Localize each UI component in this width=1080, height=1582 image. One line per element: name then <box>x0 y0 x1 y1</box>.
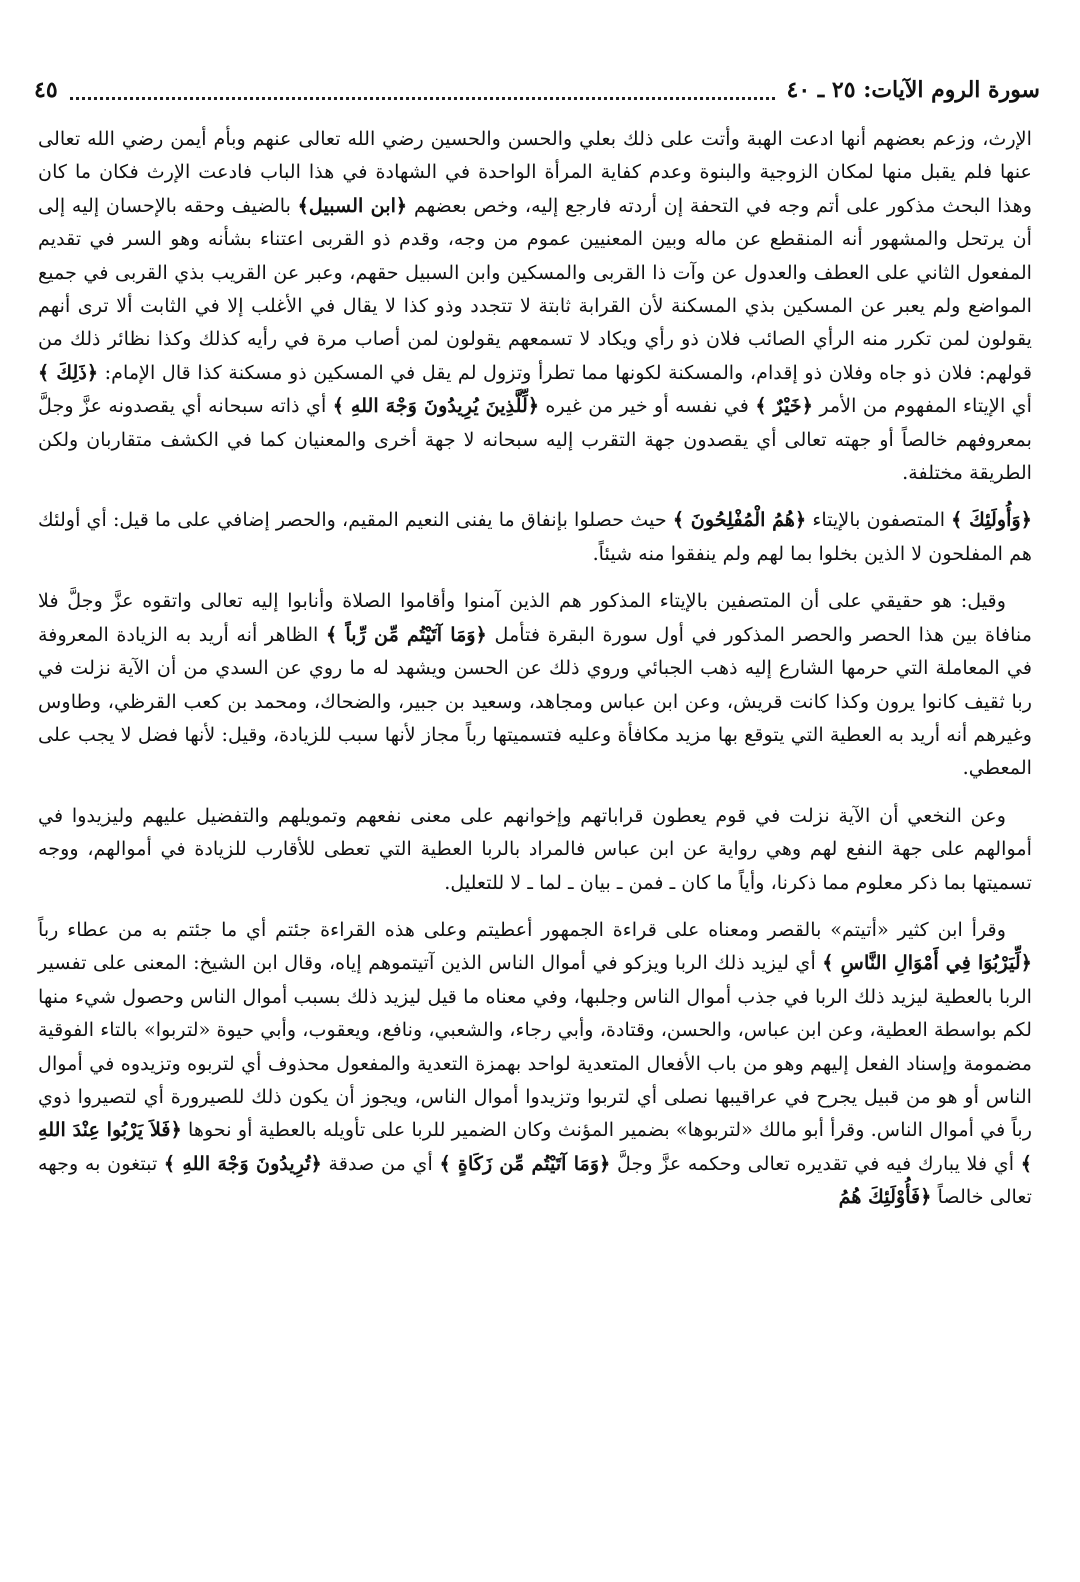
text-segment: وقيل: هو حقيقي على أن المتصفين بالإيتاء المذكور هم الذين آمنوا وأقاموا الصلاة وأنابوا إليه تعالى واتقوه عزَّ وجلَّ فلا منافاة بين هذا الحصر والحصر المذكور في أول سورة البقرة فتأمل <box>38 589 1032 646</box>
quran-quote: ﴿تُرِيدُونَ وَجْهَ اللهِ ﴾ <box>163 1151 322 1175</box>
quran-quote: ﴿هُمُ الْمُفْلِحُونَ ﴾ <box>672 508 807 532</box>
quran-quote: ﴿ابن السبيل﴾ <box>297 193 408 217</box>
quran-quote: ﴿ذَلِكَ ﴾ <box>38 360 99 384</box>
quran-quote: ﴿فَلاَ يَرْبُوا عِنْدَ اللهِ ﴾ <box>38 1118 1032 1175</box>
text-segment: أي ليزيد ذلك الربا ويزكو في أموال الناس الذين آتيتموهم إياه، وقال ابن الشيخ: المعنى على تفسير الربا بالعطية ليزيد ذلك الربا في جذب أموال الناس وجلبها، وفي معناه ما قيل ليزيد ذلك بسبب أموال الناس وحصول شيء منها لكم بواسطة العطية، وعن ابن عباس، والحسن، وقتادة، وأبي رجاء، والشعبي، ونافع، ويعقوب، وأبي حيوة «لتربوا» بالتاء الفوقية مضمومة وإسناد الفعل إليهم وهو من باب الأفعال المتعدية لواحد بهمزة التعدية والمفعول محذوف أي لتربوه وتزيدوه في أموال الناس أو هو من قبيل يجرح في عراقيبها نصلى أي لتربوا وتزيدوا أموال الناس، ويجوز أن يكون ذلك للصيرورة أي لتصيروا ذوي رباً في أموال الناس. وقرأ أبو مالك «لتربوها» بضمير المؤنث وكان الضمير للربا على تأويله بالعطية أو نحوها <box>38 951 1032 1142</box>
quran-quote: ﴿خَيْرٌ ﴾ <box>755 394 813 418</box>
text-segment: في نفسه أو خير من غيره <box>539 394 756 418</box>
text-segment: وقرأ ابن كثير «أتيتم» بالقصر ومعناه على قراءة الجمهور أعطيتم وعلى هذه القراءة جئتم أي ما جئتم به من عطاء رباً <box>38 917 1006 941</box>
quran-quote: ﴿فَأُوْلَئِكَ هُمُ <box>838 1185 932 1209</box>
page-body <box>38 122 1032 1572</box>
commentary-paragraph <box>38 799 1032 899</box>
quran-quote: ﴿وَمَا آتَيْتُم مِّن رِّباً ﴾ <box>325 622 487 646</box>
commentary-paragraph <box>38 584 1032 784</box>
text-segment: تبتغون به وجهه تعالى خالصاً <box>38 1151 1032 1209</box>
commentary-paragraph <box>38 913 1032 1214</box>
text-segment: حيث حصلوا بإنفاق ما يفنى النعيم المقيم، والحصر إضافي على ما قيل: أي أولئك هم المفلحون لا الذين بخلوا بما لهم ولم ينفقوا منه شيئاً. <box>38 508 1032 565</box>
header-title: سورة الروم الآيات: ٢٥ ـ ٤٠ <box>786 77 1040 103</box>
header-dot-leader <box>70 81 775 100</box>
text-segment: أي ذاته سبحانه أي يقصدونه عزَّ وجلَّ بمعروفهم خالصاً أو جهته تعالى أي يقصدون جهة التقرب إليه سبحانه لا جهة أخرى والمعنيان كما في الكشف متقاربان ولكن الطريقة مختلفة. <box>38 394 1032 485</box>
text-segment: أي الإيتاء المفهوم من الأمر <box>812 394 1032 418</box>
text-segment: وعن النخعي أن الآية نزلت في قوم يعطون قراباتهم وإخوانهم على معنى نفعهم وتمويلهم والتفضيل عليهم وليزيدوا في أموالهم على جهة النفع لهم وهي رواية عن ابن عباس فالمراد بالربا العطية التي تعطى للأقارب للزيادة في أموالهم، ووجه تسميتها بما ذكر معلوم مما ذكرنا، وأياً ما كان ـ فمن ـ بيان ـ لما ـ لا للتعليل. <box>38 803 1032 894</box>
quran-quote: ﴿وَأُولَئِكَ ﴾ <box>951 508 1032 532</box>
text-segment: أي من صدقة <box>321 1151 440 1175</box>
quran-quote: ﴿لِّلَّذِينَ يُرِيدُونَ وَجْهَ اللهِ ﴾ <box>332 394 540 418</box>
commentary-paragraph <box>38 503 1032 570</box>
text-segment: الظاهر أنه أريد به الزيادة المعروفة في المعاملة التي حرمها الشارع إليه ذهب الجبائي وروي ذلك عن الحسن ويشهد له ما روي عن السدي من أن الآية نزلت في ربا ثقيف كانوا يرون وكذا كانت قريش، وعن ابن عباس ومجاهد، وسعيد بن جبير، والضحاك، ومحمد بن كعب القرظي، وطاوس وغيرهم أنه أريد به العطية التي يتوقع بها مزيد مكافأة وعليه فتسميتها رباً مجاز لأنها سبب للزيادة، وقيل: لأنها فضل لا يجب على المعطي. <box>38 622 1032 780</box>
commentary-paragraph <box>38 122 1032 489</box>
text-segment: المتصفون بالإيتاء <box>806 508 952 532</box>
text-segment: الإرث، وزعم بعضهم أنها ادعت الهبة وأتت على ذلك بعلي والحسن والحسين رضي الله تعالى عنهم وبأم أيمن رضي الله تعالى عنها فلم يقبل منها لمكان الزوجية والبنوة وعدم كفاية المرأة الواحدة في الشهادة في هذا الباب فادعت الإرث فكان ما كان وهذا البحث مذكور على أتم وجه في التحفة إن أردته فارجع إليه، وخص بعضهم <box>38 127 1032 217</box>
running-header <box>34 72 1040 108</box>
text-segment: أي فلا يبارك فيه في تقديره تعالى وحكمه عزَّ وجلَّ <box>610 1151 1021 1175</box>
quran-quote: ﴿لِّيَرْبُوَا فِي أَمْوَالِ النَّاسِ ﴾ <box>822 951 1032 975</box>
quran-quote: ﴿وَمَا آتَيْتُم مِّن زَكَاةٍ ﴾ <box>439 1151 611 1175</box>
page-number: ٤٥ <box>34 77 58 103</box>
text-segment: بالضيف وحقه بالإحسان إليه إلى أن يرتحل والمشهور أنه المنقطع عن ماله وبين المعنيين عموم من وجه، وقدم ذو القربى اعتناء بشأنه وهو السر في تقديم المفعول الثاني على العطف والعدول عن وآت ذا القربى والمسكين وابن السبيل حقهم، وعبر عن القريب بذي القربى في جميع المواضع ولم يعبر عن المسكين بذي المسكنة لأن القرابة ثابتة لا تتجدد وذو كذا لا يقال في الأغلب إلا في الثابت ألا ترى أنهم يقولون لمن تكرر منه الرأي الصائب فلان ذو رأي ويكاد لا تسمعهم يقولون لمن أصاب مرة في رأيه كذلك وكذا نظائر ذلك من قولهم: فلان ذو جاه وفلان ذو إقدام، والمسكنة لكونها مما تطرأ وتزول لم يقل في المسكين ذو مسكنة كذا قال الإمام: <box>38 193 1032 384</box>
